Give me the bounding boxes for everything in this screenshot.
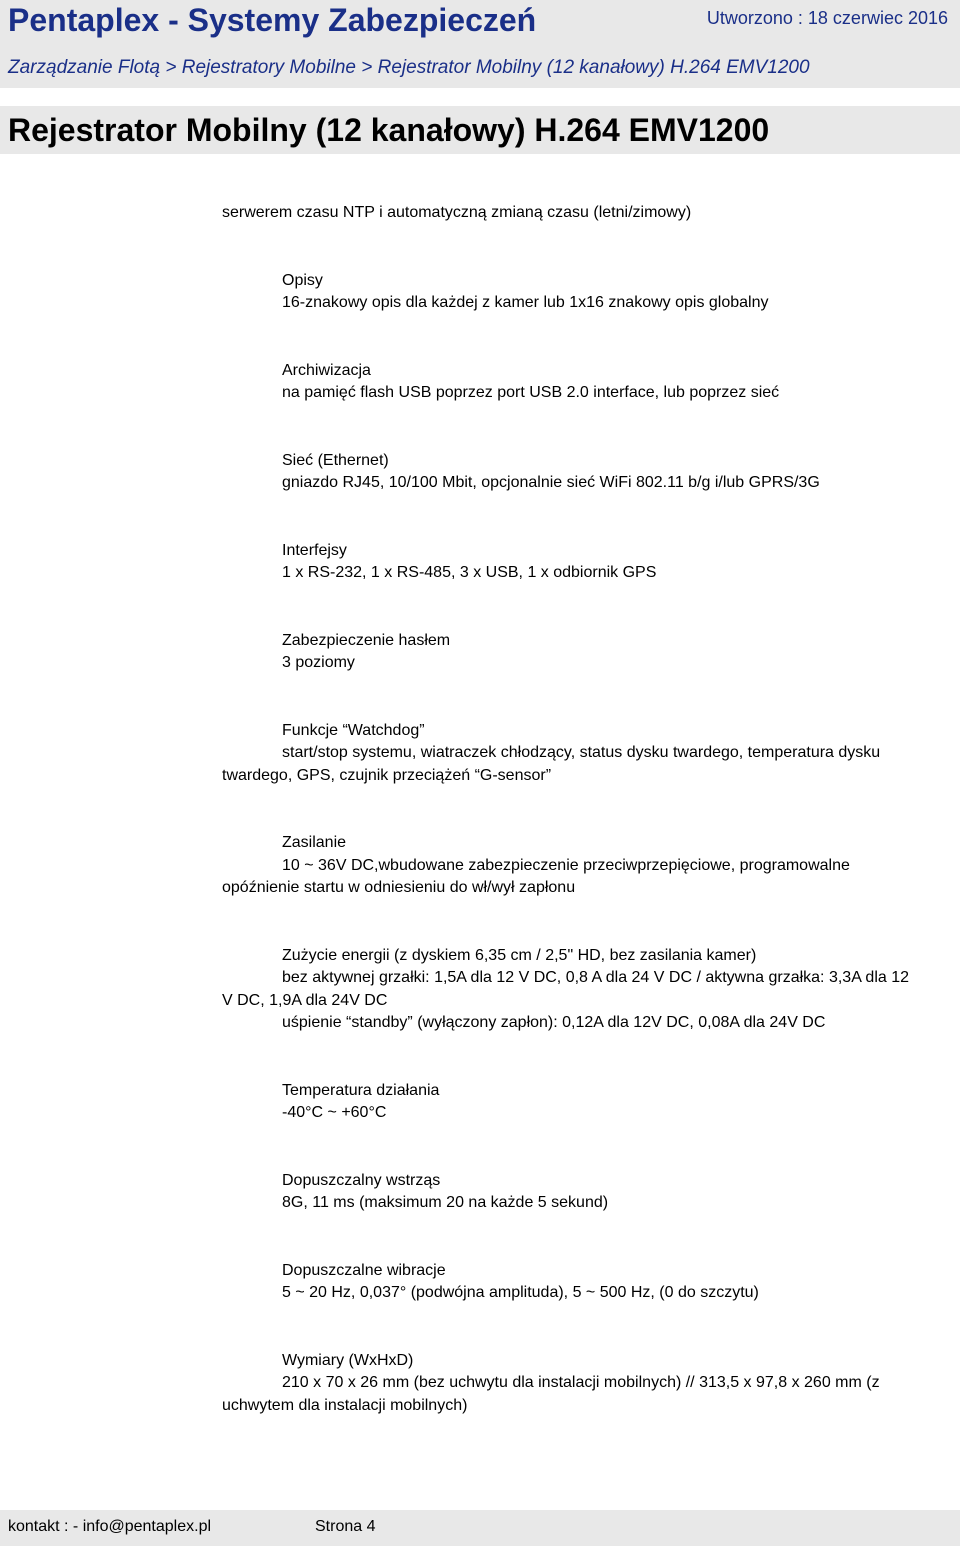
footer-contact[interactable]: kontakt : - info@pentaplex.pl [8,1518,212,1535]
spec-label: Opisy [282,271,323,289]
spec-item [222,832,912,900]
spec-value: na pamięć flash USB poprzez port USB 2.0 interface, lub poprzez sieć [282,384,780,401]
spec-item [222,945,912,1035]
spec-value: 10 ~ 36V DC,wbudowane zabezpieczenie przeciwprzepięciowe, programowalne opóźnienie startu w odniesieniu do wł/wył zapłonu [222,856,850,896]
spec-value: 8G, 11 ms (maksimum 20 na każde 5 sekund) [282,1194,609,1211]
breadcrumb[interactable]: Zarządzanie Flotą > Rejestratory Mobilne > Rejestrator Mobilny (12 kanałowy) H.264 EMV1200 [8,57,810,78]
spec-value: -40°C ~ +60°C [282,1104,387,1121]
spec-label: Zasilanie [282,834,347,851]
spec-label: Interfejsy [282,541,347,559]
spec-label: Dopuszczalny wstrząs [282,1171,441,1189]
spec-value: 1 x RS-232, 1 x RS-485, 3 x USB, 1 x odbiornik GPS [282,564,657,581]
spec-item [222,720,912,788]
intro-text: serwerem czasu NTP i automatyczną zmianą czasu (letni/zimowy) [222,204,692,221]
spec-value: bez aktywnej grzałki: 1,5A dla 12 V DC, 0,8 A dla 24 V DC / aktywna grzałka: 3,3A dla 12 V DC, 1,9A dla 24V DC [222,969,910,1009]
spec-item [222,1350,912,1418]
spec-value: 5 ~ 20 Hz, 0,037° (podwójna amplituda), 5 ~ 500 Hz, (0 do szczytu) [282,1284,759,1301]
spec-item [222,270,912,315]
spec-label: Zużycie energii (z dyskiem 6,35 cm / 2,5" HD, bez zasilania kamer) [282,946,757,964]
spec-value: 16-znakowy opis dla każdej z kamer lub 1x16 znakowy opis globalny [282,294,769,311]
spec-label: Wymiary (WxHxD) [282,1351,414,1369]
spec-item [222,630,912,675]
page-number: Strona 4 [315,1518,376,1535]
spec-item [222,540,912,585]
page-title: Rejestrator Mobilny (12 kanałowy) H.264 EMV1200 [8,112,770,148]
spec-value: gniazdo RJ45, 10/100 Mbit, opcjonalnie sieć WiFi 802.11 b/g i/lub GPRS/3G [282,474,820,491]
spec-item [222,360,912,405]
spec-label: Temperatura działania [282,1081,440,1099]
spec-content [222,202,912,1462]
spec-value-secondary: uśpienie “standby” (wyłączony zapłon): 0,12A dla 12V DC, 0,08A dla 24V DC [282,1014,826,1031]
spec-label: Funkcje “Watchdog” [282,721,425,739]
spec-value: start/stop systemu, wiatraczek chłodzący, status dysku twardego, temperatura dysku twardego, GPS, czujnik przeciążeń “G-sensor” [222,744,881,784]
spec-label: Archiwizacja [282,361,371,379]
spec-item [222,1260,912,1305]
spec-item [222,450,912,495]
spec-label: Dopuszczalne wibracje [282,1261,446,1279]
spec-value: 3 poziomy [282,654,355,671]
spec-value: 210 x 70 x 26 mm (bez uchwytu dla instalacji mobilnych) // 313,5 x 97,8 x 260 mm (z uchwytem dla instalacji mobilnych) [222,1374,880,1414]
brand-title: Pentaplex - Systemy Zabezpieczeń [8,2,537,38]
spec-item [222,1080,912,1125]
spec-label: Sieć (Ethernet) [282,451,389,469]
spec-label: Zabezpieczenie hasłem [282,631,451,649]
spec-item [222,1170,912,1215]
created-date: Utworzono : 18 czerwiec 2016 [706,8,948,28]
